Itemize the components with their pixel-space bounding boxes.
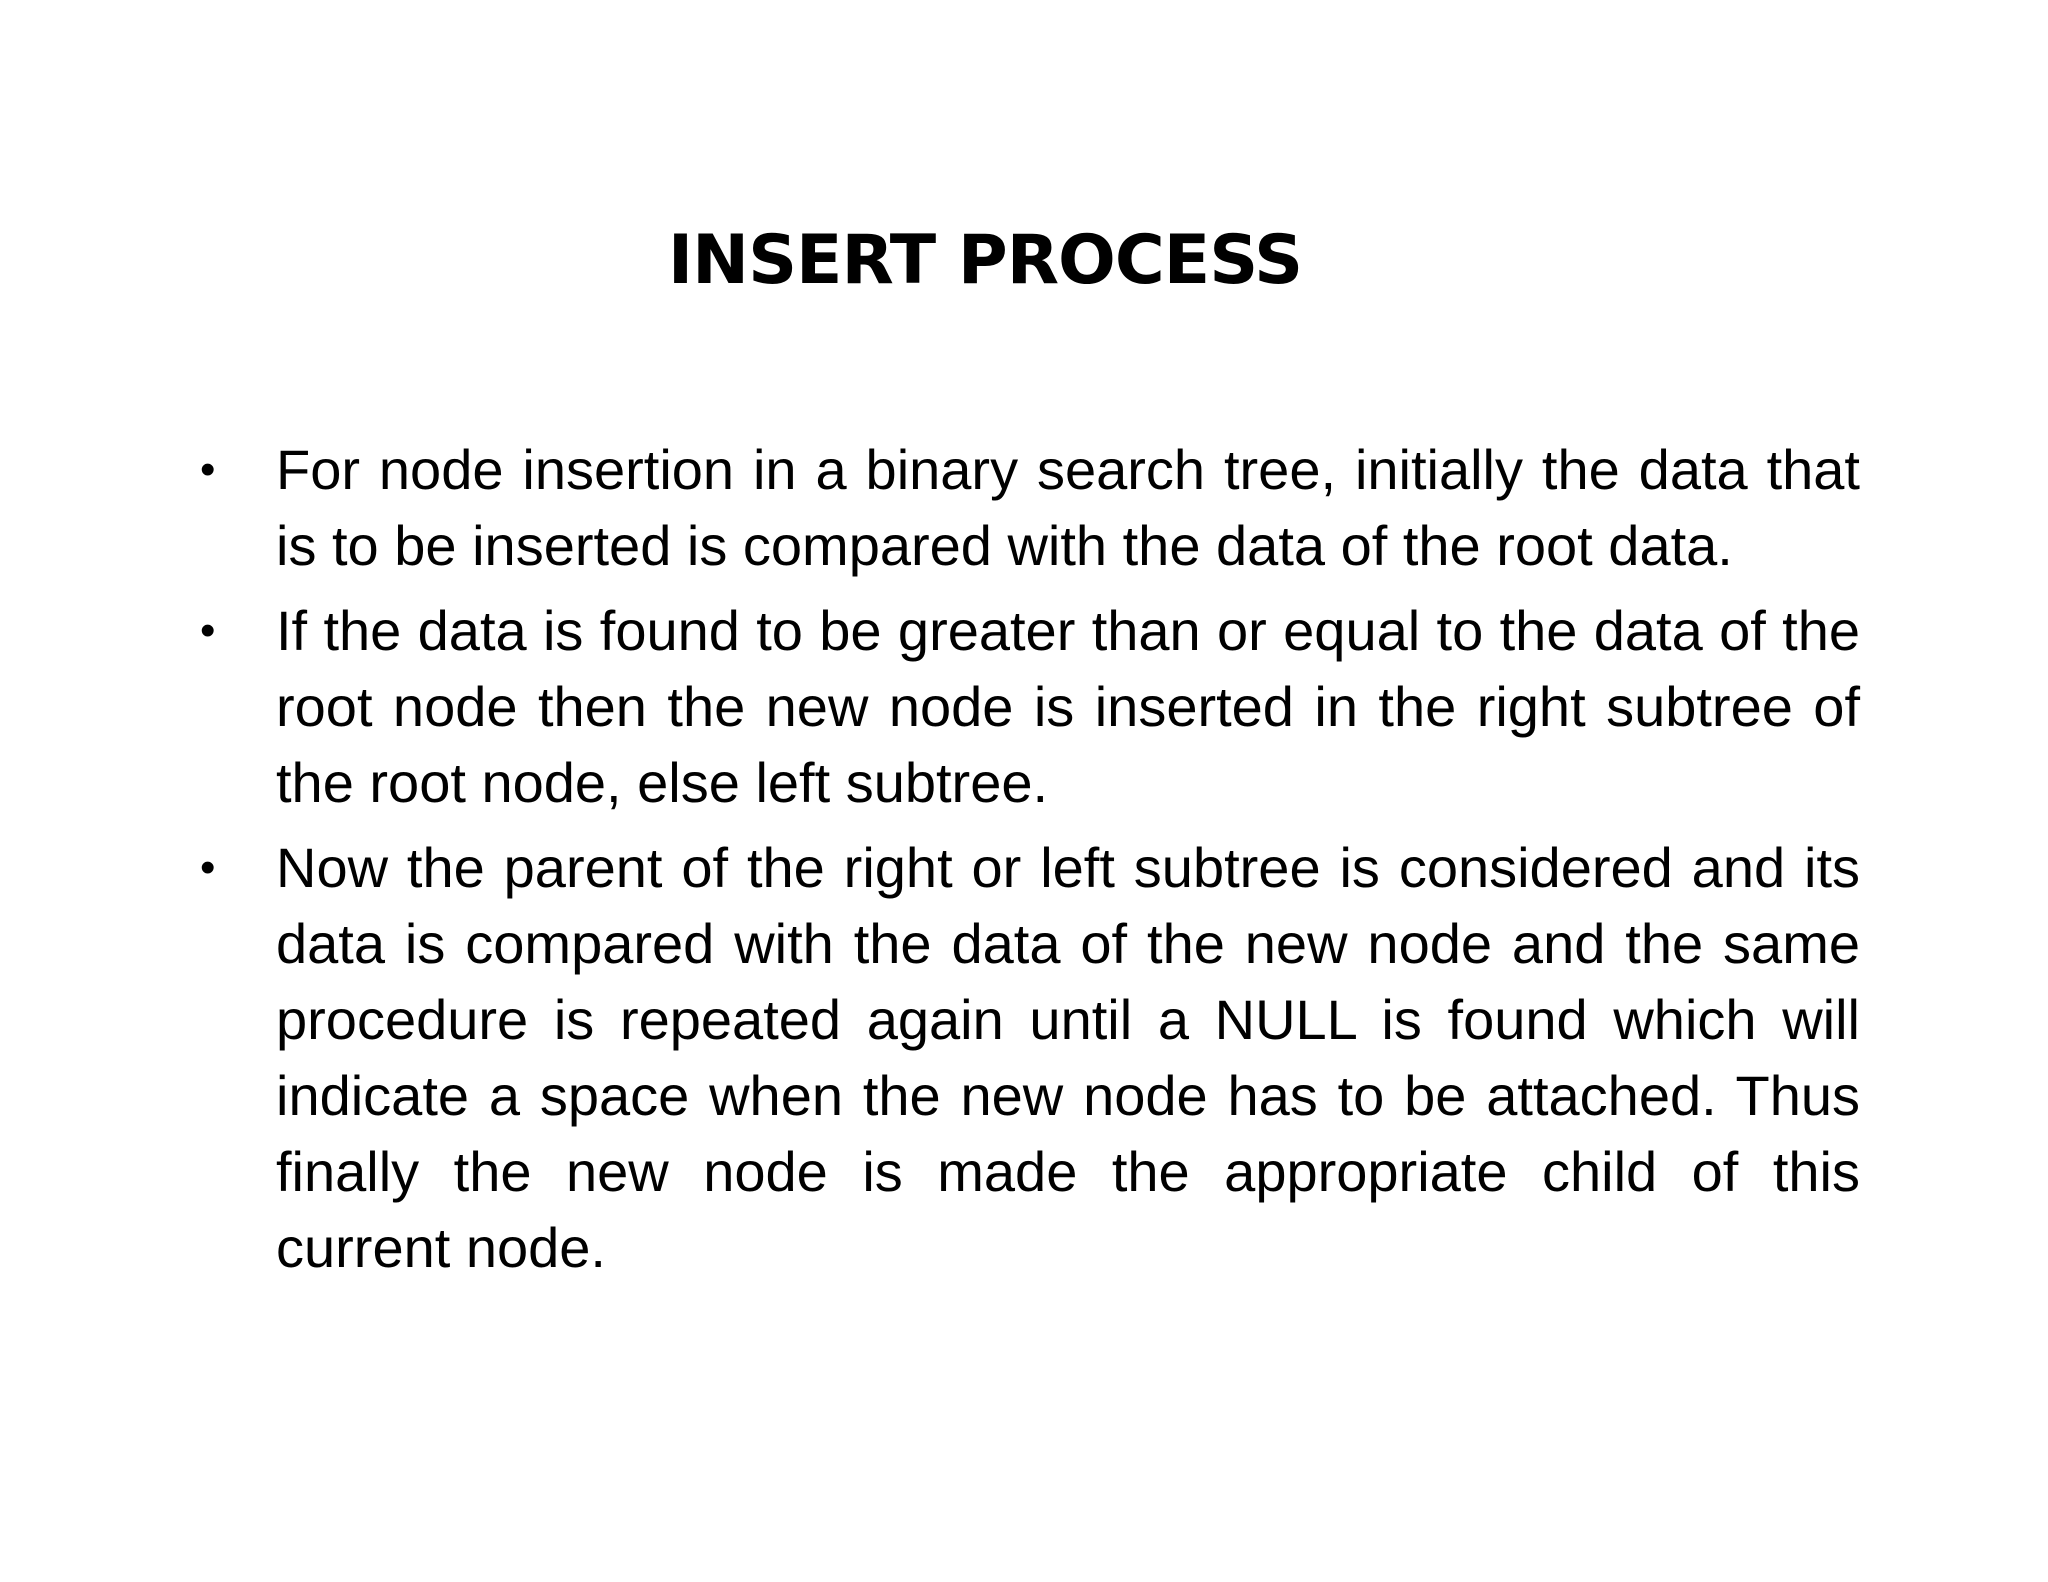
bullet-text: If the data is found to be greater than or equal to the data of the root node then the new node is inserted in the right subtree of the root node, else left subtree. xyxy=(276,599,1860,814)
bullet-item-3 xyxy=(200,830,1860,1286)
bullet-marker-icon: • xyxy=(200,843,216,892)
bullet-item-2 xyxy=(200,593,1860,821)
bullet-marker-icon: • xyxy=(200,445,216,494)
slide-title: INSERT PROCESS xyxy=(667,221,1303,300)
bullet-text: Now the parent of the right or left subtree is considered and its data is compared with the data of the new node and the same procedure is repeated again until a NULL is found which will indicate a space when the new node has to be attached. Thus finally the new node is made the appropriate child of this current node. xyxy=(276,836,1860,1279)
bullet-item-1 xyxy=(200,432,1860,584)
bullet-list xyxy=(200,432,1860,1295)
bullet-text: For node insertion in a binary search tree, initially the data that is to be inserted is compared with the data of the root data. xyxy=(276,438,1860,577)
bullet-marker-icon: • xyxy=(200,606,216,655)
